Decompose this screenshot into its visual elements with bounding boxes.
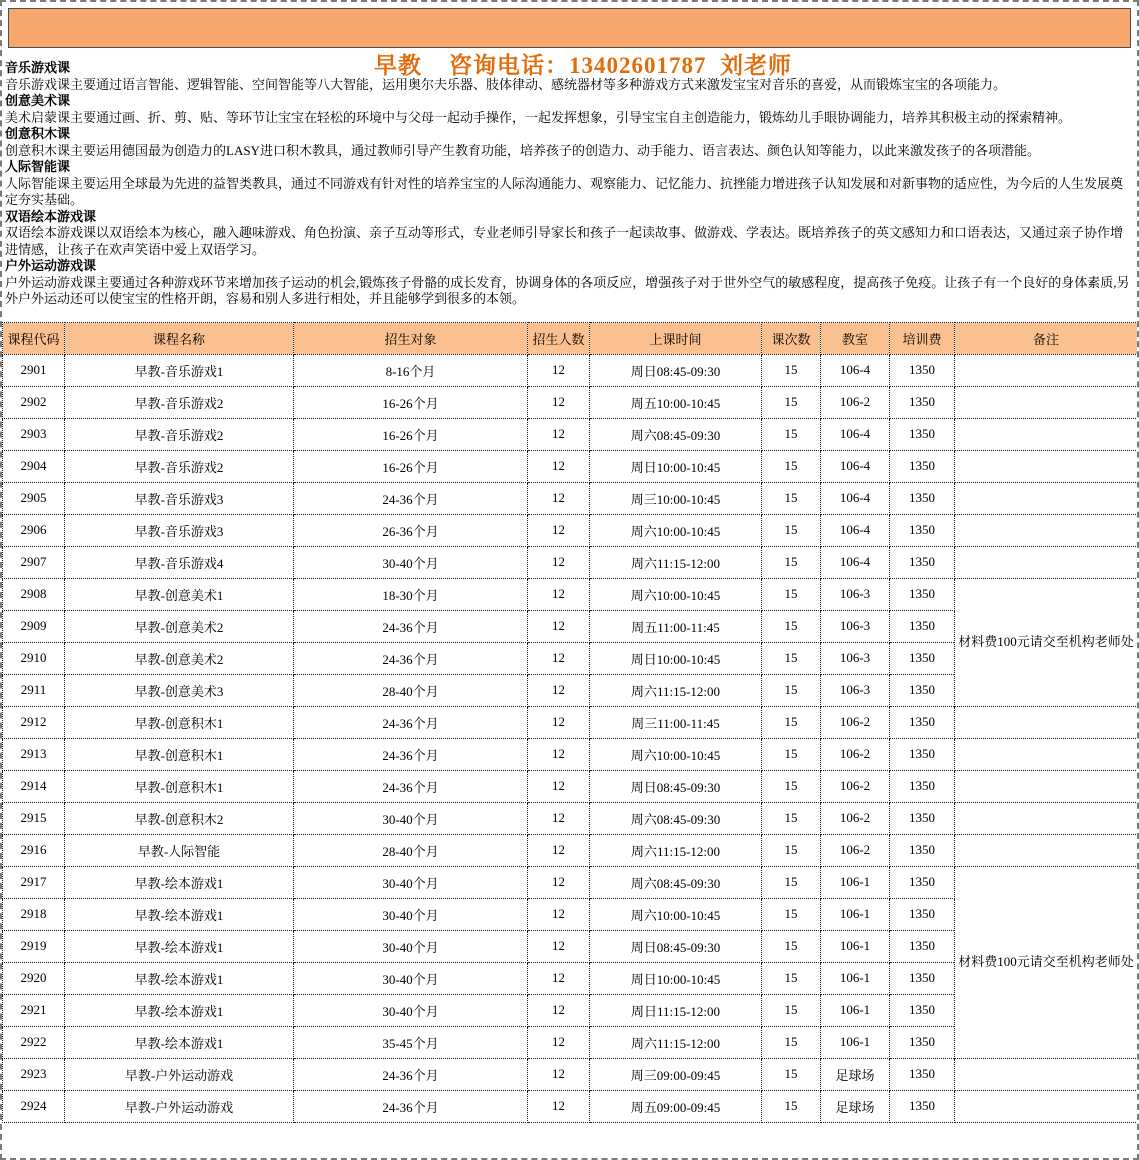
table-row [3,1058,1138,1090]
cell-fee: 1350 [890,962,955,994]
cell-fee: 1350 [890,610,955,642]
cell-class-time: 周日10:00-10:45 [590,450,762,482]
table-row [3,418,1138,450]
cell-fee: 1350 [890,770,955,802]
cell-class-size: 12 [528,578,590,610]
cell-course-name: 早教-音乐游戏4 [65,546,294,578]
cell-class-size: 12 [528,770,590,802]
cell-course-code: 2911 [3,674,65,706]
column-header: 课次数 [762,322,821,354]
table-row [3,1090,1138,1122]
cell-class-size: 12 [528,418,590,450]
cell-session-count: 15 [762,450,821,482]
cell-class-size: 12 [528,962,590,994]
cell-target-age: 16-26个月 [294,450,528,482]
cell-note: 材料费100元请交至机构老师处 [955,866,1138,1058]
cell-fee: 1350 [890,898,955,930]
cell-fee: 1350 [890,642,955,674]
table-row [3,834,1138,866]
cell-class-size: 12 [528,930,590,962]
cell-class-size: 12 [528,450,590,482]
cell-course-name: 早教-创意美术2 [65,642,294,674]
cell-classroom: 106-2 [821,802,890,834]
cell-classroom: 106-2 [821,738,890,770]
cell-session-count: 15 [762,642,821,674]
cell-note-empty [955,738,1138,770]
cell-fee: 1350 [890,706,955,738]
cell-target-age: 24-36个月 [294,610,528,642]
cell-class-size: 12 [528,834,590,866]
cell-course-code: 2919 [3,930,65,962]
cell-classroom: 106-3 [821,578,890,610]
cell-target-age: 28-40个月 [294,834,528,866]
cell-class-time: 周六11:15-12:00 [590,546,762,578]
cell-session-count: 15 [762,930,821,962]
cell-fee: 1350 [890,1058,955,1090]
cell-class-time: 周六10:00-10:45 [590,514,762,546]
course-description-title: 创意积木课 [5,126,71,141]
course-table [2,322,1138,1123]
cell-course-code: 2901 [3,354,65,386]
cell-note-empty [955,514,1138,546]
cell-session-count: 15 [762,514,821,546]
cell-fee: 1350 [890,994,955,1026]
course-description-text: 音乐游戏课主要通过语言智能、逻辑智能、空间智能等八大智能，运用奥尔夫乐器、肢体律动、感统器材等多种游戏方式来激发宝宝对音乐的喜爱，从而锻炼宝宝的各项能力。 [5,76,1007,92]
cell-fee: 1350 [890,578,955,610]
banner-title: 早教 咨询电话：13402601787 刘老师 [374,53,792,78]
cell-classroom: 106-3 [821,610,890,642]
cell-target-age: 24-36个月 [294,482,528,514]
cell-fee: 1350 [890,450,955,482]
course-description-text: 双语绘本游戏课以双语绘本为核心，融入趣味游戏、角色扮演、亲子互动等形式，专业老师引导家长和孩子一起读故事、做游戏、学表达。既培养孩子的英文感知力和口语表达，又通过亲子协作增进情感，让孩子在欢声笑语中爱上双语学习。 [5,225,1124,257]
cell-course-name: 早教-创意美术3 [65,674,294,706]
cell-fee: 1350 [890,866,955,898]
cell-classroom: 足球场 [821,1058,890,1090]
cell-class-size: 12 [528,706,590,738]
cell-fee: 1350 [890,738,955,770]
cell-course-code: 2905 [3,482,65,514]
table-header-row [3,322,1138,354]
cell-session-count: 15 [762,482,821,514]
cell-class-size: 12 [528,514,590,546]
column-header: 教室 [821,322,890,354]
cell-course-code: 2908 [3,578,65,610]
cell-target-age: 30-40个月 [294,962,528,994]
cell-course-name: 早教-创意美术1 [65,578,294,610]
cell-course-name: 早教-绘本游戏1 [65,930,294,962]
cell-course-name: 早教-音乐游戏3 [65,482,294,514]
cell-note-empty [955,706,1138,738]
cell-target-age: 28-40个月 [294,674,528,706]
column-header: 课程名称 [65,322,294,354]
cell-session-count: 15 [762,546,821,578]
table-row [3,866,1138,898]
table-row [3,546,1138,578]
cell-course-name: 早教-户外运动游戏 [65,1058,294,1090]
column-header: 课程代码 [3,322,65,354]
cell-target-age: 30-40个月 [294,994,528,1026]
cell-target-age: 18-30个月 [294,578,528,610]
cell-session-count: 15 [762,1058,821,1090]
cell-fee: 1350 [890,386,955,418]
cell-course-name: 早教-创意积木1 [65,770,294,802]
cell-fee: 1350 [890,354,955,386]
course-description-title: 户外运动游戏课 [5,258,97,273]
cell-note-empty [955,354,1138,386]
cell-note-empty [955,482,1138,514]
cell-class-time: 周六08:45-09:30 [590,802,762,834]
cell-course-name: 早教-音乐游戏2 [65,386,294,418]
table-row [3,482,1138,514]
cell-class-time: 周日08:45-09:30 [590,930,762,962]
cell-course-code: 2904 [3,450,65,482]
cell-classroom: 106-4 [821,482,890,514]
column-header: 招生人数 [528,322,590,354]
cell-note-empty [955,418,1138,450]
cell-class-size: 12 [528,642,590,674]
cell-class-time: 周六08:45-09:30 [590,418,762,450]
cell-session-count: 15 [762,674,821,706]
course-description-text: 户外运动游戏课主要通过各种游戏环节来增加孩子运动的机会,锻炼孩子骨骼的成长发育，协调身体的各项反应，增强孩子对于世外空气的敏感程度，提高孩子免疫。让孩子有一个良好的身体素质,另外户外运动还可以使宝宝的性格开朗，容易和别人多进行相处，并且能够学到很多的本领。 [5,274,1130,306]
cell-course-code: 2921 [3,994,65,1026]
cell-class-size: 12 [528,1026,590,1058]
table-row [3,802,1138,834]
cell-classroom: 106-4 [821,418,890,450]
cell-session-count: 15 [762,1090,821,1122]
cell-class-time: 周六10:00-10:45 [590,738,762,770]
cell-target-age: 24-36个月 [294,642,528,674]
cell-course-code: 2913 [3,738,65,770]
cell-note: 材料费100元请交至机构老师处 [955,578,1138,706]
cell-class-time: 周六10:00-10:45 [590,898,762,930]
cell-classroom: 106-2 [821,770,890,802]
cell-fee: 1350 [890,834,955,866]
cell-class-size: 12 [528,738,590,770]
cell-session-count: 15 [762,578,821,610]
cell-course-name: 早教-创意积木1 [65,738,294,770]
cell-session-count: 15 [762,962,821,994]
cell-course-name: 早教-音乐游戏1 [65,354,294,386]
cell-course-name: 早教-绘本游戏1 [65,898,294,930]
cell-class-time: 周日10:00-10:45 [590,962,762,994]
cell-classroom: 106-2 [821,386,890,418]
cell-classroom: 106-4 [821,354,890,386]
cell-course-name: 早教-绘本游戏1 [65,962,294,994]
cell-course-code: 2924 [3,1090,65,1122]
table-row [3,354,1138,386]
cell-course-code: 2917 [3,866,65,898]
cell-course-name: 早教-音乐游戏2 [65,418,294,450]
cell-course-code: 2914 [3,770,65,802]
cell-session-count: 15 [762,418,821,450]
cell-class-time: 周五11:00-11:45 [590,610,762,642]
cell-fee: 1350 [890,418,955,450]
table-row [3,386,1138,418]
cell-course-name: 早教-户外运动游戏 [65,1090,294,1122]
cell-classroom: 106-1 [821,962,890,994]
cell-session-count: 15 [762,354,821,386]
cell-class-time: 周六11:15-12:00 [590,834,762,866]
cell-target-age: 26-36个月 [294,514,528,546]
cell-course-name: 早教-创意积木1 [65,706,294,738]
cell-note-empty [955,546,1138,578]
table-row [3,578,1138,610]
cell-course-name: 早教-创意积木2 [65,802,294,834]
cell-class-time: 周三09:00-09:45 [590,1058,762,1090]
table-row [3,738,1138,770]
cell-session-count: 15 [762,610,821,642]
cell-classroom: 106-2 [821,706,890,738]
cell-class-size: 12 [528,610,590,642]
cell-classroom: 106-3 [821,642,890,674]
cell-class-time: 周五10:00-10:45 [590,386,762,418]
cell-class-size: 12 [528,866,590,898]
cell-session-count: 15 [762,994,821,1026]
cell-course-name: 早教-绘本游戏1 [65,1026,294,1058]
cell-course-name: 早教-音乐游戏2 [65,450,294,482]
cell-session-count: 15 [762,866,821,898]
cell-note-empty [955,802,1138,834]
cell-class-time: 周日08:45-09:30 [590,354,762,386]
cell-target-age: 24-36个月 [294,770,528,802]
cell-classroom: 106-3 [821,674,890,706]
cell-fee: 1350 [890,930,955,962]
cell-class-size: 12 [528,994,590,1026]
cell-classroom: 106-2 [821,834,890,866]
cell-session-count: 15 [762,386,821,418]
cell-classroom: 106-1 [821,930,890,962]
cell-class-time: 周日11:15-12:00 [590,994,762,1026]
cell-class-time: 周五09:00-09:45 [590,1090,762,1122]
column-header: 上课时间 [590,322,762,354]
cell-classroom: 106-1 [821,898,890,930]
cell-target-age: 16-26个月 [294,418,528,450]
cell-course-code: 2920 [3,962,65,994]
cell-course-code: 2912 [3,706,65,738]
cell-course-name: 早教-人际智能 [65,834,294,866]
cell-target-age: 30-40个月 [294,898,528,930]
cell-class-time: 周六11:15-12:00 [590,674,762,706]
table-row [3,450,1138,482]
cell-note-empty [955,1058,1138,1090]
cell-class-size: 12 [528,546,590,578]
cell-fee: 1350 [890,674,955,706]
cell-classroom: 106-4 [821,514,890,546]
cell-fee: 1350 [890,514,955,546]
cell-course-name: 早教-绘本游戏1 [65,866,294,898]
cell-fee: 1350 [890,1090,955,1122]
cell-note-empty [955,386,1138,418]
cell-course-code: 2923 [3,1058,65,1090]
cell-session-count: 15 [762,738,821,770]
cell-target-age: 24-36个月 [294,706,528,738]
cell-class-size: 12 [528,1090,590,1122]
cell-class-size: 12 [528,482,590,514]
cell-course-code: 2922 [3,1026,65,1058]
cell-target-age: 8-16个月 [294,354,528,386]
cell-course-code: 2910 [3,642,65,674]
cell-target-age: 35-45个月 [294,1026,528,1058]
cell-class-time: 周三11:00-11:45 [590,706,762,738]
cell-class-time: 周日10:00-10:45 [590,642,762,674]
cell-fee: 1350 [890,1026,955,1058]
cell-course-code: 2909 [3,610,65,642]
cell-target-age: 24-36个月 [294,738,528,770]
cell-class-time: 周日08:45-09:30 [590,770,762,802]
cell-target-age: 16-26个月 [294,386,528,418]
cell-class-time: 周六08:45-09:30 [590,866,762,898]
cell-classroom: 106-4 [821,450,890,482]
column-header: 备注 [955,322,1138,354]
cell-target-age: 30-40个月 [294,866,528,898]
cell-fee: 1350 [890,482,955,514]
cell-course-code: 2902 [3,386,65,418]
cell-course-code: 2918 [3,898,65,930]
cell-note-empty [955,1090,1138,1122]
cell-session-count: 15 [762,706,821,738]
course-description-text: 创意积木课主要运用德国最为创造力的LASY进口积木教具，通过教师引导产生教育功能，培养孩子的创造力、动手能力、语言表达、颜色认知等能力，以此来激发孩子的各项潜能。 [5,142,1040,158]
cell-note-empty [955,834,1138,866]
cell-session-count: 15 [762,898,821,930]
cell-course-name: 早教-音乐游戏3 [65,514,294,546]
cell-note-empty [955,450,1138,482]
course-description-text: 美术启蒙课主要通过画、折、剪、贴、等环节让宝宝在轻松的环境中与父母一起动手操作，一起发挥想象，引导宝宝自主创造能力，锻炼幼儿手眼协调能力，培养其积极主动的探索精神。 [5,109,1072,125]
cell-class-time: 周三10:00-10:45 [590,482,762,514]
course-description-title: 双语绘本游戏课 [5,208,97,224]
cell-course-code: 2916 [3,834,65,866]
cell-target-age: 30-40个月 [294,930,528,962]
cell-target-age: 24-36个月 [294,1090,528,1122]
cell-class-size: 12 [528,898,590,930]
cell-session-count: 15 [762,770,821,802]
column-header: 培训费 [890,322,955,354]
cell-classroom: 106-4 [821,546,890,578]
course-description-text: 人际智能课主要运用全球最为先进的益智类教具，通过不同游戏有针对性的培养宝宝的人际沟通能力、观察能力、记忆能力、抗挫能力增进孩子认知发展和对新事物的适应性，为今后的人生发展奠定夯实基础。 [5,175,1124,207]
cell-class-size: 12 [528,674,590,706]
cell-course-code: 2915 [3,802,65,834]
cell-class-size: 12 [528,354,590,386]
cell-target-age: 24-36个月 [294,1058,528,1090]
cell-session-count: 15 [762,802,821,834]
cell-class-time: 周六11:15-12:00 [590,1026,762,1058]
cell-class-size: 12 [528,386,590,418]
table-row [3,514,1138,546]
cell-fee: 1350 [890,546,955,578]
cell-course-code: 2906 [3,514,65,546]
table-row [3,770,1138,802]
cell-class-size: 12 [528,1058,590,1090]
cell-session-count: 15 [762,834,821,866]
cell-class-time: 周六10:00-10:45 [590,578,762,610]
cell-course-name: 早教-绘本游戏1 [65,994,294,1026]
cell-note-empty [955,770,1138,802]
cell-classroom: 足球场 [821,1090,890,1122]
cell-classroom: 106-1 [821,994,890,1026]
table-row [3,706,1138,738]
cell-session-count: 15 [762,1026,821,1058]
cell-class-size: 12 [528,802,590,834]
cell-target-age: 30-40个月 [294,802,528,834]
cell-course-name: 早教-创意美术2 [65,610,294,642]
cell-target-age: 30-40个月 [294,546,528,578]
cell-fee: 1350 [890,802,955,834]
cell-classroom: 106-1 [821,866,890,898]
course-description-title: 人际智能课 [5,159,71,174]
course-description-title: 创意美术课 [5,93,71,108]
cell-course-code: 2907 [3,546,65,578]
column-header: 招生对象 [294,322,528,354]
cell-course-code: 2903 [3,418,65,450]
cell-classroom: 106-1 [821,1026,890,1058]
course-description-title: 音乐游戏课 [5,60,71,75]
